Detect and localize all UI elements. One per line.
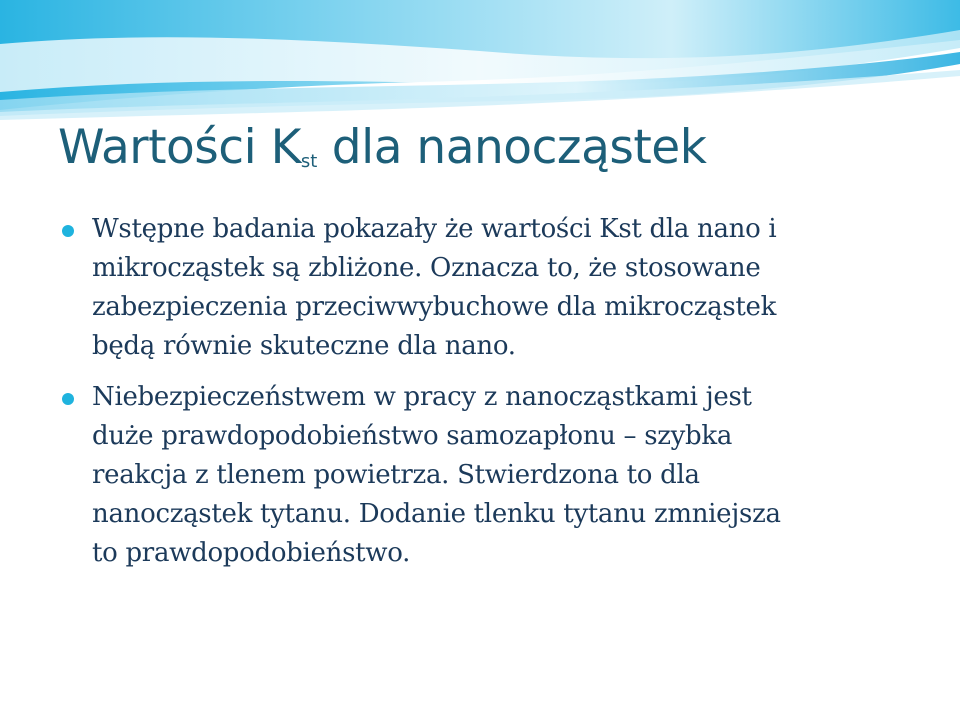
bullet-line: Niebezpieczeństwem w pracy z nanocząstkami jest (92, 382, 752, 412)
bullet-line: to prawdopodobieństwo. (92, 538, 411, 568)
slide-title (58, 118, 706, 192)
bullet-dot-icon (62, 225, 74, 237)
title-main: Wartości K (58, 120, 301, 175)
bullet-line: nanocząstek tytanu. Dodanie tlenku tytanu zmniejsza (92, 499, 781, 529)
title-rest: dla nanocząstek (317, 120, 707, 175)
bullet-item (62, 378, 922, 573)
bullet-list (62, 210, 922, 585)
bullet-line: mikrocząstek są zbliżone. Oznacza to, że stosowane (92, 253, 761, 283)
bullet-line: będą równie skuteczne dla nano. (92, 331, 516, 361)
title-subscript: st (300, 151, 318, 172)
bullet-dot-icon (62, 393, 74, 405)
bullet-line: duże prawdopodobieństwo samozapłonu – szybka (92, 421, 733, 451)
bullet-line: reakcja z tlenem powietrza. Stwierdzona to dla (92, 460, 700, 490)
bullet-line: Wstępne badania pokazały że wartości Kst dla nano i (92, 214, 777, 244)
bullet-line: zabezpieczenia przeciwwybuchowe dla mikrocząstek (92, 292, 777, 322)
bullet-item (62, 210, 922, 366)
header-wave-banner (0, 0, 960, 120)
